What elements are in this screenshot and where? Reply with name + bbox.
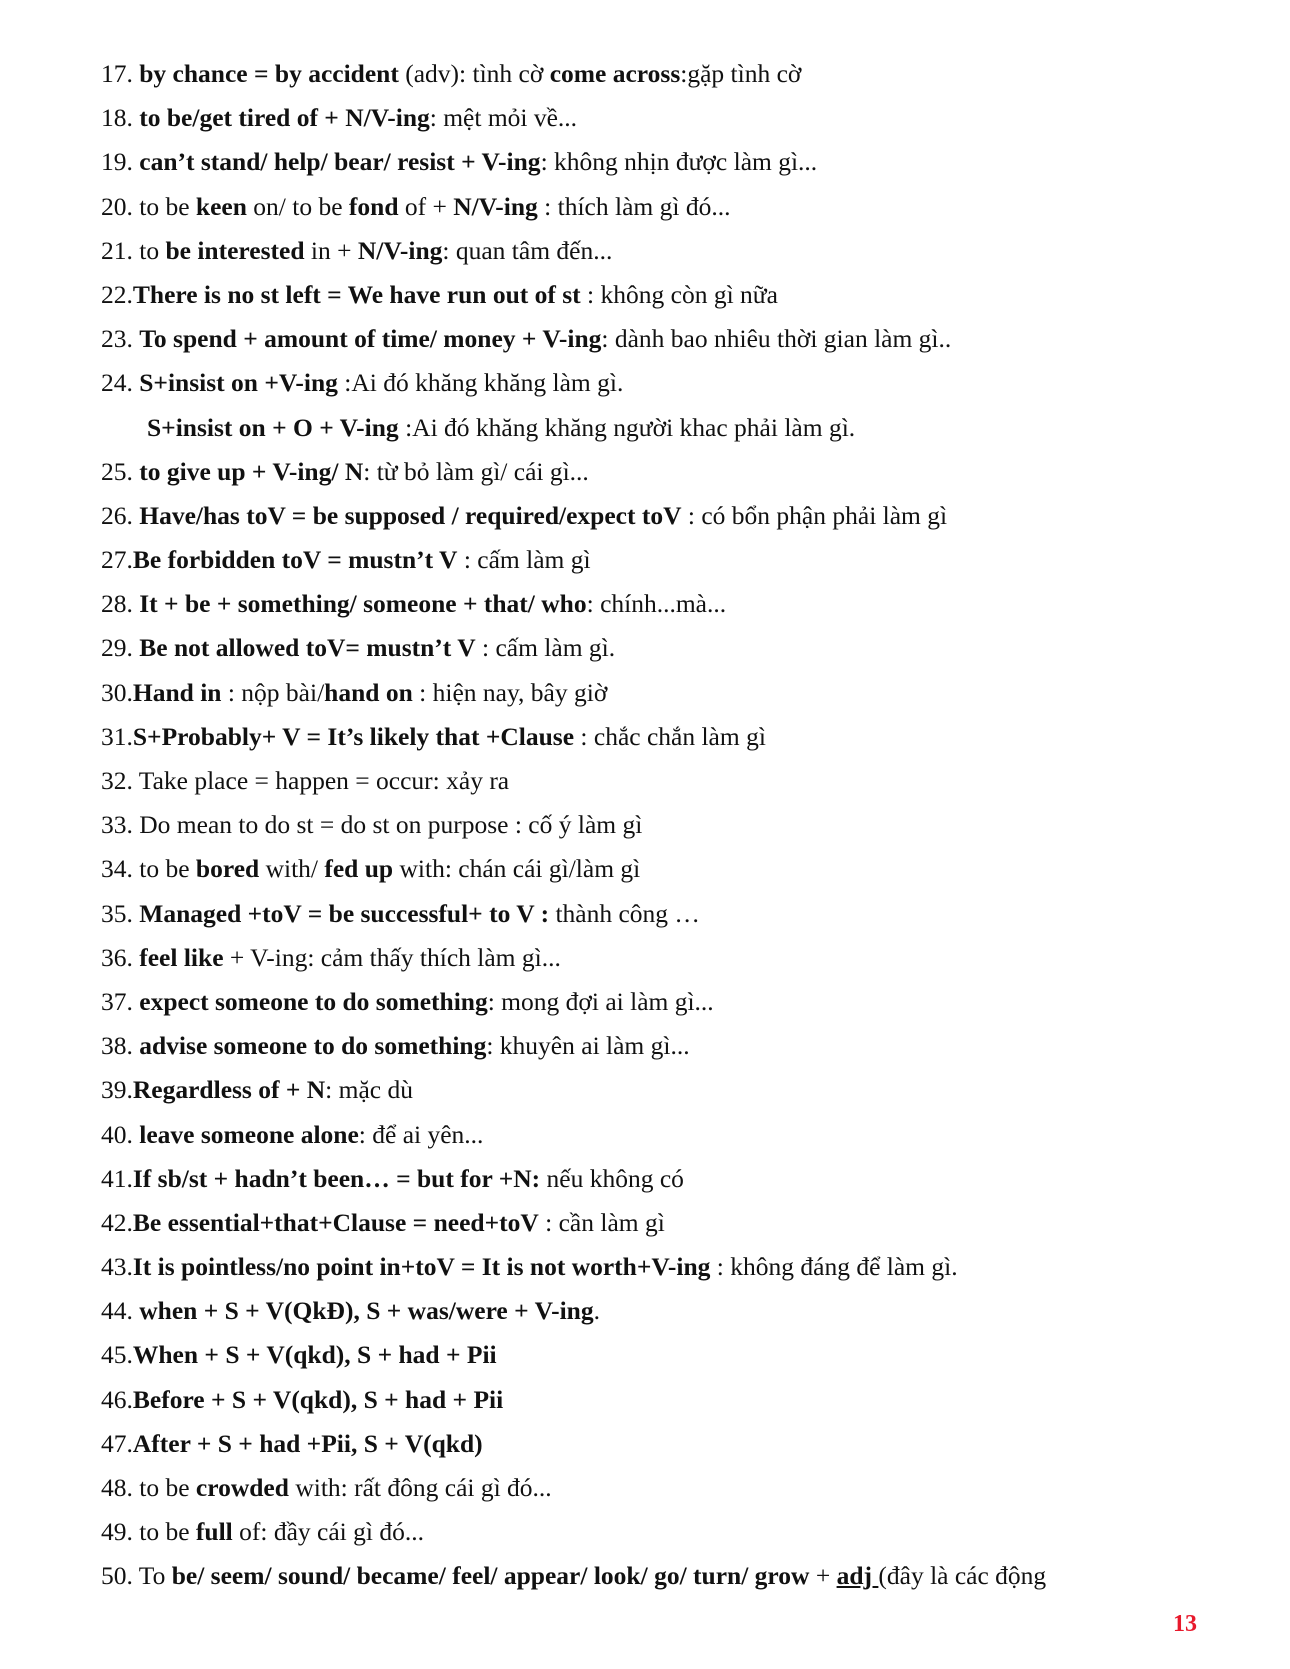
item-text: 36. — [101, 942, 140, 972]
list-item — [101, 450, 1241, 494]
item-text-bold: can’t stand/ help/ bear/ resist + V-ing — [139, 147, 541, 177]
item-text: with: chán cái gì/làm gì — [393, 854, 641, 884]
item-text: 48. to be — [101, 1473, 196, 1502]
item-text-bold: Be not allowed toV= mustn’t V — [139, 633, 476, 663]
item-text: : không còn gì nữa — [580, 279, 778, 309]
item-text: (đây là các động — [878, 1561, 1047, 1591]
item-text-bold: S+insist on + O + V-ing — [147, 412, 399, 442]
item-text: 47. — [101, 1428, 133, 1458]
item-text: + V-ing: cảm thấy thích làm gì... — [223, 942, 561, 972]
item-text: 25. — [101, 456, 140, 486]
item-text: 24. — [101, 368, 140, 398]
item-text: 33. Do mean to do st = do st on purpose : cố ý làm gì — [101, 810, 643, 840]
item-text: : dành bao nhiêu thời gian làm gì.. — [601, 324, 952, 354]
list-item — [101, 1068, 1241, 1112]
item-text: 50. To — [101, 1561, 172, 1591]
item-text-bold: When + S + V(qkd), S + had + Pii — [132, 1340, 497, 1370]
item-text: on/ to be — [246, 191, 349, 221]
item-text: : có bổn phận phải làm gì — [681, 500, 948, 530]
list-item — [101, 1422, 1241, 1466]
item-text-bold: keen — [195, 191, 247, 221]
item-text: 37. — [101, 986, 140, 1016]
list-item — [101, 1201, 1241, 1245]
item-text-bold: by chance = by accident — [139, 59, 399, 88]
list-item — [101, 936, 1241, 980]
grammar-structure-list — [101, 52, 1241, 1599]
item-text: 46. — [101, 1384, 133, 1414]
item-text: thành công … — [549, 898, 700, 928]
item-text: : mệt mỏi về... — [429, 103, 578, 133]
list-item — [101, 1378, 1241, 1422]
item-text-bold: advise someone to do something — [139, 1031, 487, 1061]
item-text: with: rất đông cái gì đó... — [288, 1473, 552, 1502]
item-text: 29. — [101, 633, 140, 663]
item-text-bold: hand on — [324, 677, 413, 707]
item-text-bold: crowded — [195, 1473, 289, 1502]
item-text: : không nhịn được làm gì... — [540, 147, 818, 177]
item-text: : để ai yên... — [358, 1119, 484, 1149]
item-text: : mặc dù — [325, 1075, 413, 1105]
list-item — [101, 317, 1241, 361]
item-text: : từ bỏ làm gì/ cái gì... — [363, 456, 589, 486]
item-text-bold: fed up — [324, 854, 394, 884]
item-text: :Ai đó khăng khăng làm gì. — [337, 368, 624, 398]
item-text-bold: when + S + V(QkĐ), S + was/were + V-ing — [139, 1296, 594, 1326]
list-item — [101, 185, 1241, 229]
list-item — [101, 1510, 1241, 1554]
item-text: : cấm làm gì — [457, 545, 591, 575]
item-text: 28. — [101, 589, 140, 619]
item-text-bold: to be/get tired of + N/V-ing — [139, 103, 430, 133]
item-text: 26. — [101, 500, 140, 530]
list-item — [101, 1157, 1241, 1201]
item-text: 49. to be — [101, 1517, 196, 1547]
item-text: 27. — [101, 545, 133, 575]
item-text: 40. — [101, 1119, 140, 1149]
list-item-continuation — [101, 406, 1241, 450]
item-text-bold: to give up + V-ing/ N — [139, 456, 364, 486]
list-item — [101, 1113, 1241, 1157]
item-text-bold: S+insist on +V-ing — [139, 368, 338, 398]
item-text-bold: feel like — [139, 942, 224, 972]
item-text: 22. — [101, 279, 133, 309]
item-text-bold: If sb/st + hadn’t been… = but for +N: — [132, 1163, 541, 1193]
list-item — [101, 52, 1241, 96]
list-item — [101, 980, 1241, 1024]
item-text-bold: expect someone to do something — [139, 986, 488, 1016]
list-item — [101, 892, 1241, 936]
item-text-bold: It + be + something/ someone + that/ who — [139, 589, 587, 619]
list-item — [101, 1333, 1241, 1377]
item-text: 34. to be — [101, 854, 196, 884]
list-item — [101, 494, 1241, 538]
item-text-bold: leave someone alone — [139, 1119, 359, 1149]
item-text-bold: S+Probably+ V = It’s likely that +Clause — [132, 721, 575, 751]
item-text: : thích làm gì đó... — [537, 191, 731, 221]
item-text-bold: To spend + amount of time/ money + V-ing — [139, 324, 602, 354]
list-item — [101, 273, 1241, 317]
item-text-bold: be/ seem/ sound/ became/ feel/ appear/ look/ go/ turn/ grow — [171, 1561, 810, 1591]
list-item — [101, 626, 1241, 670]
item-text-bold: N/V-ing — [453, 191, 538, 221]
item-text-bold: Have/has toV = be supposed / required/expect toV — [139, 500, 682, 530]
item-text: (adv): tình cờ — [398, 59, 550, 88]
item-text: 30. — [101, 677, 133, 707]
item-text: with/ — [259, 854, 325, 884]
item-text: : quan tâm đến... — [442, 235, 613, 265]
item-text: of + — [398, 191, 454, 221]
list-item — [101, 847, 1241, 891]
item-text-bold: Be forbidden toV = mustn’t V — [132, 545, 458, 575]
item-text: : nộp bài/ — [221, 677, 325, 707]
list-item — [101, 582, 1241, 626]
item-text: nếu không có — [540, 1163, 684, 1193]
list-item — [101, 671, 1241, 715]
item-text: in + — [304, 235, 358, 265]
item-text: 17. — [101, 59, 140, 88]
item-text: 35. — [101, 898, 140, 928]
list-item — [101, 1024, 1241, 1068]
list-item — [101, 538, 1241, 582]
item-text: of: đầy cái gì đó... — [232, 1517, 424, 1547]
item-text-bold: Hand in — [132, 677, 222, 707]
list-item — [101, 1466, 1241, 1510]
item-text: 42. — [101, 1207, 133, 1237]
item-text-bold: Regardless of + N — [132, 1075, 326, 1105]
item-text: 19. — [101, 147, 140, 177]
item-text: 32. Take place = happen = occur: xảy ra — [101, 766, 510, 795]
item-text: : cấm làm gì. — [475, 633, 616, 663]
item-text-bold: It is pointless/no point in+toV = It is not worth+V-ing — [132, 1252, 711, 1282]
item-text: 18. — [101, 103, 140, 133]
item-text: : chắc chắn làm gì — [574, 721, 766, 751]
item-text: 23. — [101, 324, 140, 354]
item-text-bold: Managed +toV = be successful+ to V : — [139, 898, 550, 928]
item-text: 21. to — [101, 235, 166, 265]
item-text: 41. — [101, 1163, 133, 1193]
item-text: : hiện nay, bây giờ — [412, 677, 608, 707]
item-text-bold: fond — [348, 191, 399, 221]
item-text-bold: Before + S + V(qkd), S + had + Pii — [132, 1384, 504, 1414]
item-text-bold: full — [195, 1517, 233, 1547]
item-text: : cần làm gì — [538, 1207, 665, 1237]
list-item — [101, 361, 1241, 405]
list-item — [101, 1245, 1241, 1289]
item-text: : mong đợi ai làm gì... — [487, 986, 714, 1016]
list-item — [101, 1554, 1241, 1598]
item-text: 31. — [101, 721, 133, 751]
item-text-bold: N/V-ing — [357, 235, 443, 265]
list-item — [101, 140, 1241, 184]
item-text-bold: After + S + had +Pii, S + V(qkd) — [132, 1428, 483, 1458]
item-text: : chính...mà... — [586, 589, 727, 619]
item-text: 44. — [101, 1296, 140, 1326]
list-item — [101, 229, 1241, 273]
item-text-bold: be interested — [165, 235, 305, 265]
item-text-bold: Be essential+that+Clause = need+toV — [132, 1207, 539, 1237]
item-text: : khuyên ai làm gì... — [486, 1031, 690, 1061]
item-text: 38. — [101, 1031, 140, 1061]
item-text-bold: adj — [836, 1561, 879, 1591]
list-item — [101, 1289, 1241, 1333]
item-text: 45. — [101, 1340, 133, 1370]
item-text-bold: bored — [195, 854, 260, 884]
list-item — [101, 715, 1241, 759]
item-text: 39. — [101, 1075, 133, 1105]
item-text: :Ai đó khăng khăng người khac phải làm gì. — [398, 412, 856, 442]
list-item — [101, 96, 1241, 140]
item-text: 43. — [101, 1252, 133, 1282]
item-text-bold: There is no st left = We have run out of st — [132, 279, 581, 309]
item-text: . — [593, 1296, 600, 1326]
item-text: :gặp tình cờ — [680, 59, 802, 88]
item-text: + — [809, 1561, 837, 1591]
item-text-bold: come across — [549, 59, 681, 88]
item-text: : không đáng để làm gì. — [710, 1252, 958, 1282]
list-item — [101, 803, 1241, 847]
page-number: 13 — [1173, 1611, 1197, 1637]
item-text: 20. to be — [101, 191, 196, 221]
list-item — [101, 759, 1241, 803]
